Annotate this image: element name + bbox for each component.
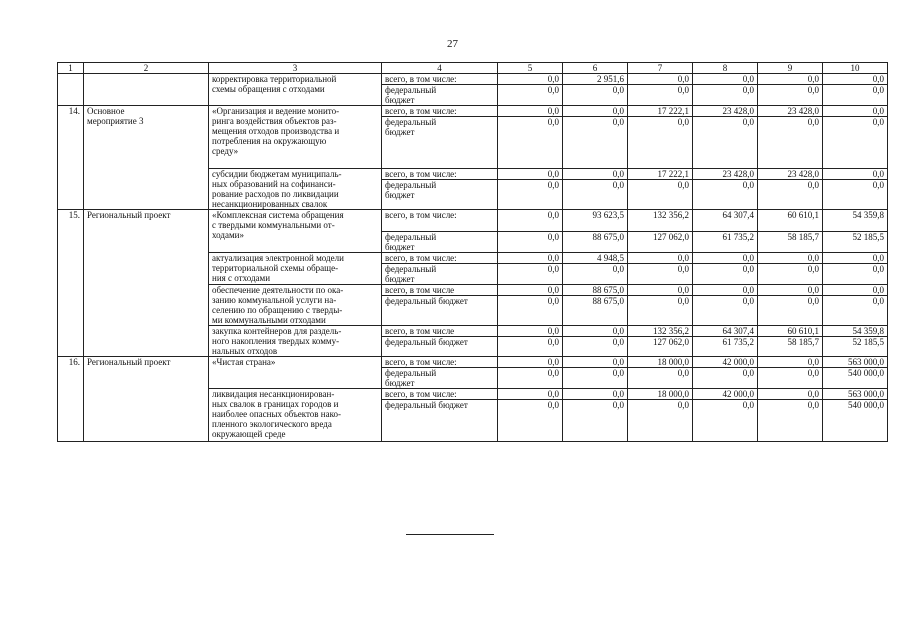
value-cell: 0,0 xyxy=(498,357,563,368)
value-cell: 0,0 xyxy=(758,285,823,296)
column-header: 7 xyxy=(628,63,693,74)
value-cell: 0,0 xyxy=(563,389,628,400)
value-cell: 0,0 xyxy=(498,296,563,326)
funding-source: федеральный бюджет xyxy=(382,180,498,210)
value-cell: 0,0 xyxy=(498,210,563,232)
page-number: 27 xyxy=(447,38,458,50)
funding-source: федеральный бюджет xyxy=(382,85,498,106)
funding-source: всего, в том числе: xyxy=(382,106,498,117)
value-cell: 0,0 xyxy=(758,85,823,106)
value-cell: 23 428,0 xyxy=(758,106,823,117)
funding-source: федеральный бюджет xyxy=(382,400,498,442)
row-event: корректировка территориальной схемы обращения с отходами xyxy=(209,74,382,106)
value-cell: 23 428,0 xyxy=(758,169,823,180)
row-event: «Чистая страна» xyxy=(209,357,382,389)
row-event: ликвидация несанкционирован- ных свалок в границах городов и наиболее опасных объектов нако- пленного экологического вреда окружающей среде xyxy=(209,389,382,442)
value-cell: 88 675,0 xyxy=(563,285,628,296)
value-cell: 58 185,7 xyxy=(758,337,823,357)
row-event: обеспечение деятельности по ока- занию коммунальной услуги на- селению по обращению с тверды- ми коммунальными отходами xyxy=(209,285,382,326)
funding-source: всего, в том числе: xyxy=(382,210,498,232)
value-cell: 563 000,0 xyxy=(823,357,888,368)
value-cell: 0,0 xyxy=(758,389,823,400)
value-cell: 0,0 xyxy=(823,253,888,264)
column-header: 5 xyxy=(498,63,563,74)
value-cell: 54 359,8 xyxy=(823,326,888,337)
value-cell: 0,0 xyxy=(823,85,888,106)
row-name xyxy=(84,74,209,106)
value-cell: 0,0 xyxy=(758,74,823,85)
funding-source: всего, в том числе: xyxy=(382,389,498,400)
value-cell: 0,0 xyxy=(563,326,628,337)
value-cell: 58 185,7 xyxy=(758,232,823,253)
value-cell: 23 428,0 xyxy=(693,169,758,180)
value-cell: 0,0 xyxy=(628,400,693,442)
column-header: 4 xyxy=(382,63,498,74)
value-cell: 0,0 xyxy=(758,253,823,264)
value-cell: 0,0 xyxy=(628,74,693,85)
value-cell: 132 356,2 xyxy=(628,326,693,337)
value-cell: 52 185,5 xyxy=(823,337,888,357)
column-header: 6 xyxy=(563,63,628,74)
value-cell: 60 610,1 xyxy=(758,326,823,337)
row-event: «Комплексная система обращения с твердыми коммунальными от- ходами» xyxy=(209,210,382,253)
value-cell: 0,0 xyxy=(693,264,758,285)
funding-source: федеральный бюджет xyxy=(382,264,498,285)
value-cell: 0,0 xyxy=(563,337,628,357)
value-cell: 0,0 xyxy=(628,117,693,169)
value-cell: 0,0 xyxy=(758,264,823,285)
column-header: 10 xyxy=(823,63,888,74)
row-index: 15. xyxy=(58,210,84,357)
value-cell: 0,0 xyxy=(628,285,693,296)
value-cell: 18 000,0 xyxy=(628,389,693,400)
value-cell: 0,0 xyxy=(758,368,823,389)
value-cell: 0,0 xyxy=(823,296,888,326)
column-header: 3 xyxy=(209,63,382,74)
value-cell: 132 356,2 xyxy=(628,210,693,232)
value-cell: 54 359,8 xyxy=(823,210,888,232)
value-cell: 0,0 xyxy=(563,357,628,368)
row-event: актуализация электронной модели территориальной схемы обраще- ния с отходами xyxy=(209,253,382,285)
value-cell: 0,0 xyxy=(628,368,693,389)
column-number-row xyxy=(58,63,888,74)
table-row xyxy=(58,357,888,368)
value-cell: 64 307,4 xyxy=(693,326,758,337)
value-cell: 42 000,0 xyxy=(693,357,758,368)
column-header: 1 xyxy=(58,63,84,74)
row-name: Региональный проект xyxy=(84,357,209,442)
value-cell: 0,0 xyxy=(498,285,563,296)
funding-source: всего, в том числе xyxy=(382,326,498,337)
value-cell: 23 428,0 xyxy=(693,106,758,117)
value-cell: 93 623,5 xyxy=(563,210,628,232)
funding-source: федеральный бюджет xyxy=(382,337,498,357)
value-cell: 0,0 xyxy=(823,74,888,85)
value-cell: 0,0 xyxy=(563,400,628,442)
row-name: Основное мероприятие 3 xyxy=(84,106,209,210)
value-cell: 42 000,0 xyxy=(693,389,758,400)
row-index xyxy=(58,74,84,106)
value-cell: 0,0 xyxy=(693,285,758,296)
row-event: «Организация и ведение монито- ринга воздействия объектов раз- мещения отходов производства и потребления на окружающую среду» xyxy=(209,106,382,169)
value-cell: 0,0 xyxy=(693,180,758,210)
funding-source: всего, в том числе: xyxy=(382,253,498,264)
value-cell: 0,0 xyxy=(693,253,758,264)
value-cell: 0,0 xyxy=(498,389,563,400)
value-cell: 0,0 xyxy=(693,85,758,106)
value-cell: 0,0 xyxy=(563,368,628,389)
value-cell: 0,0 xyxy=(563,106,628,117)
row-name: Региональный проект xyxy=(84,210,209,357)
column-header: 8 xyxy=(693,63,758,74)
value-cell: 0,0 xyxy=(758,400,823,442)
funding-source: всего, в том числе: xyxy=(382,357,498,368)
value-cell: 0,0 xyxy=(498,106,563,117)
value-cell: 17 222,1 xyxy=(628,169,693,180)
value-cell: 0,0 xyxy=(498,232,563,253)
funding-source: федеральный бюджет xyxy=(382,117,498,169)
value-cell: 60 610,1 xyxy=(758,210,823,232)
value-cell: 0,0 xyxy=(693,74,758,85)
funding-source: всего, в том числе: xyxy=(382,169,498,180)
table-row xyxy=(58,106,888,117)
value-cell: 0,0 xyxy=(498,74,563,85)
value-cell: 0,0 xyxy=(823,117,888,169)
value-cell: 52 185,5 xyxy=(823,232,888,253)
value-cell: 88 675,0 xyxy=(563,296,628,326)
table-row xyxy=(58,74,888,85)
value-cell: 0,0 xyxy=(693,117,758,169)
value-cell: 0,0 xyxy=(628,85,693,106)
value-cell: 0,0 xyxy=(498,85,563,106)
end-divider xyxy=(406,534,494,535)
value-cell: 0,0 xyxy=(563,180,628,210)
budget-table xyxy=(57,62,888,442)
value-cell: 18 000,0 xyxy=(628,357,693,368)
table-row xyxy=(58,210,888,232)
value-cell: 0,0 xyxy=(498,326,563,337)
value-cell: 0,0 xyxy=(823,106,888,117)
row-event: субсидии бюджетам муниципаль- ных образований на софинанси- рование расходов по ликвидации несанкционированных свалок xyxy=(209,169,382,210)
row-event: закупка контейнеров для раздель- ного накопления твердых комму- нальных отходов xyxy=(209,326,382,357)
value-cell: 64 307,4 xyxy=(693,210,758,232)
value-cell: 4 948,5 xyxy=(563,253,628,264)
value-cell: 563 000,0 xyxy=(823,389,888,400)
value-cell: 540 000,0 xyxy=(823,400,888,442)
funding-source: федеральный бюджет xyxy=(382,232,498,253)
value-cell: 127 062,0 xyxy=(628,337,693,357)
value-cell: 0,0 xyxy=(498,169,563,180)
value-cell: 0,0 xyxy=(563,117,628,169)
value-cell: 0,0 xyxy=(563,264,628,285)
value-cell: 0,0 xyxy=(693,296,758,326)
value-cell: 0,0 xyxy=(628,253,693,264)
value-cell: 17 222,1 xyxy=(628,106,693,117)
funding-source: федеральный бюджет xyxy=(382,296,498,326)
column-header: 2 xyxy=(84,63,209,74)
value-cell: 0,0 xyxy=(823,180,888,210)
row-index: 14. xyxy=(58,106,84,210)
value-cell: 0,0 xyxy=(563,85,628,106)
value-cell: 0,0 xyxy=(758,117,823,169)
value-cell: 0,0 xyxy=(563,169,628,180)
column-header: 9 xyxy=(758,63,823,74)
value-cell: 0,0 xyxy=(498,400,563,442)
value-cell: 61 735,2 xyxy=(693,337,758,357)
value-cell: 540 000,0 xyxy=(823,368,888,389)
value-cell: 0,0 xyxy=(823,264,888,285)
value-cell: 2 951,6 xyxy=(563,74,628,85)
value-cell: 0,0 xyxy=(693,400,758,442)
value-cell: 0,0 xyxy=(628,180,693,210)
value-cell: 88 675,0 xyxy=(563,232,628,253)
value-cell: 61 735,2 xyxy=(693,232,758,253)
value-cell: 0,0 xyxy=(823,285,888,296)
value-cell: 0,0 xyxy=(758,296,823,326)
value-cell: 0,0 xyxy=(498,337,563,357)
value-cell: 0,0 xyxy=(498,117,563,169)
value-cell: 0,0 xyxy=(498,368,563,389)
value-cell: 0,0 xyxy=(823,169,888,180)
value-cell: 0,0 xyxy=(628,264,693,285)
funding-source: федеральный бюджет xyxy=(382,368,498,389)
value-cell: 127 062,0 xyxy=(628,232,693,253)
funding-source: всего, в том числе xyxy=(382,285,498,296)
value-cell: 0,0 xyxy=(693,368,758,389)
value-cell: 0,0 xyxy=(758,357,823,368)
value-cell: 0,0 xyxy=(628,296,693,326)
value-cell: 0,0 xyxy=(758,180,823,210)
value-cell: 0,0 xyxy=(498,264,563,285)
value-cell: 0,0 xyxy=(498,253,563,264)
row-index: 16. xyxy=(58,357,84,442)
value-cell: 0,0 xyxy=(498,180,563,210)
funding-source: всего, в том числе: xyxy=(382,74,498,85)
